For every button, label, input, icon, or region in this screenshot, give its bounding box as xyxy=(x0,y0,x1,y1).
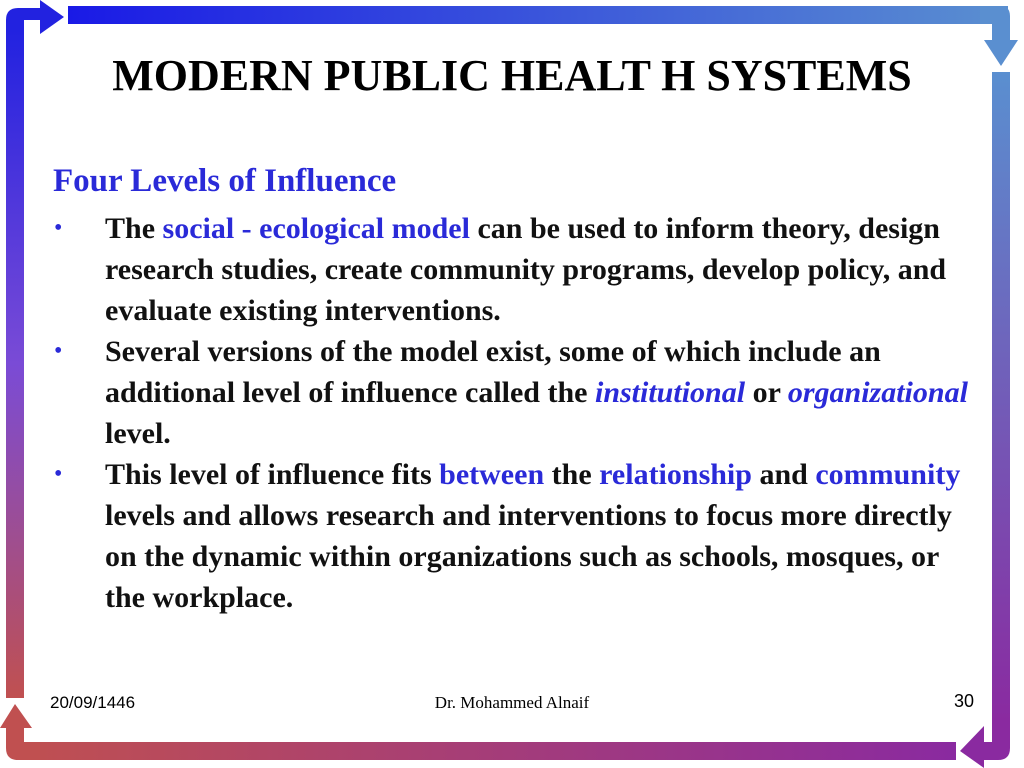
highlight-term: organizational xyxy=(787,376,968,409)
bullet-text: The xyxy=(105,212,163,245)
bullet-list xyxy=(50,208,970,618)
highlight-term: relationship xyxy=(599,458,752,491)
footer-author: Dr. Mohammed Alnaif xyxy=(434,693,590,712)
highlight-term: community xyxy=(815,458,961,491)
bullet-text: Several versions of the model exist, some of which include an additional level of influence called the xyxy=(105,335,881,409)
section-subtitle: Four Levels of Influence xyxy=(53,163,397,199)
highlight-term: social - ecological model xyxy=(162,212,470,245)
page-title: MODERN PUBLIC HEALT H SYSTEMS xyxy=(112,51,912,100)
corner-arrow-top-right-icon xyxy=(980,6,1018,66)
list-item xyxy=(50,208,970,331)
bullet-icon: • xyxy=(54,215,63,241)
list-item xyxy=(50,454,970,618)
page-number: 30 xyxy=(953,691,975,711)
frame-right-bar xyxy=(992,72,1010,722)
footer-date: 20/09/1446 xyxy=(50,693,136,712)
frame-top-bar xyxy=(68,6,1008,24)
frame-left-bar xyxy=(6,30,24,698)
bullet-text: can be used to inform theory, design research studies, create community programs, develop policy, and evaluate existing interventions. xyxy=(105,212,947,327)
bullet-text: and xyxy=(751,458,816,491)
frame-bottom-bar xyxy=(16,742,956,760)
corner-arrow-top-left-icon xyxy=(6,0,64,34)
bullet-icon: • xyxy=(54,338,63,364)
highlight-term: between xyxy=(439,458,545,491)
bullet-text: levels and allows research and interventions to focus more directly on the dynamic within organizations such as schools, mosques, or the workplace. xyxy=(105,499,952,614)
bullet-text: the xyxy=(544,458,600,491)
bullet-text: level. xyxy=(105,417,171,450)
highlight-term: institutional xyxy=(594,376,746,409)
list-item xyxy=(50,331,970,454)
bullet-text: This level of influence fits xyxy=(105,458,440,491)
bullet-text: or xyxy=(745,376,788,409)
bullet-icon: • xyxy=(54,461,63,487)
corner-arrow-bottom-right-icon xyxy=(960,722,1010,768)
